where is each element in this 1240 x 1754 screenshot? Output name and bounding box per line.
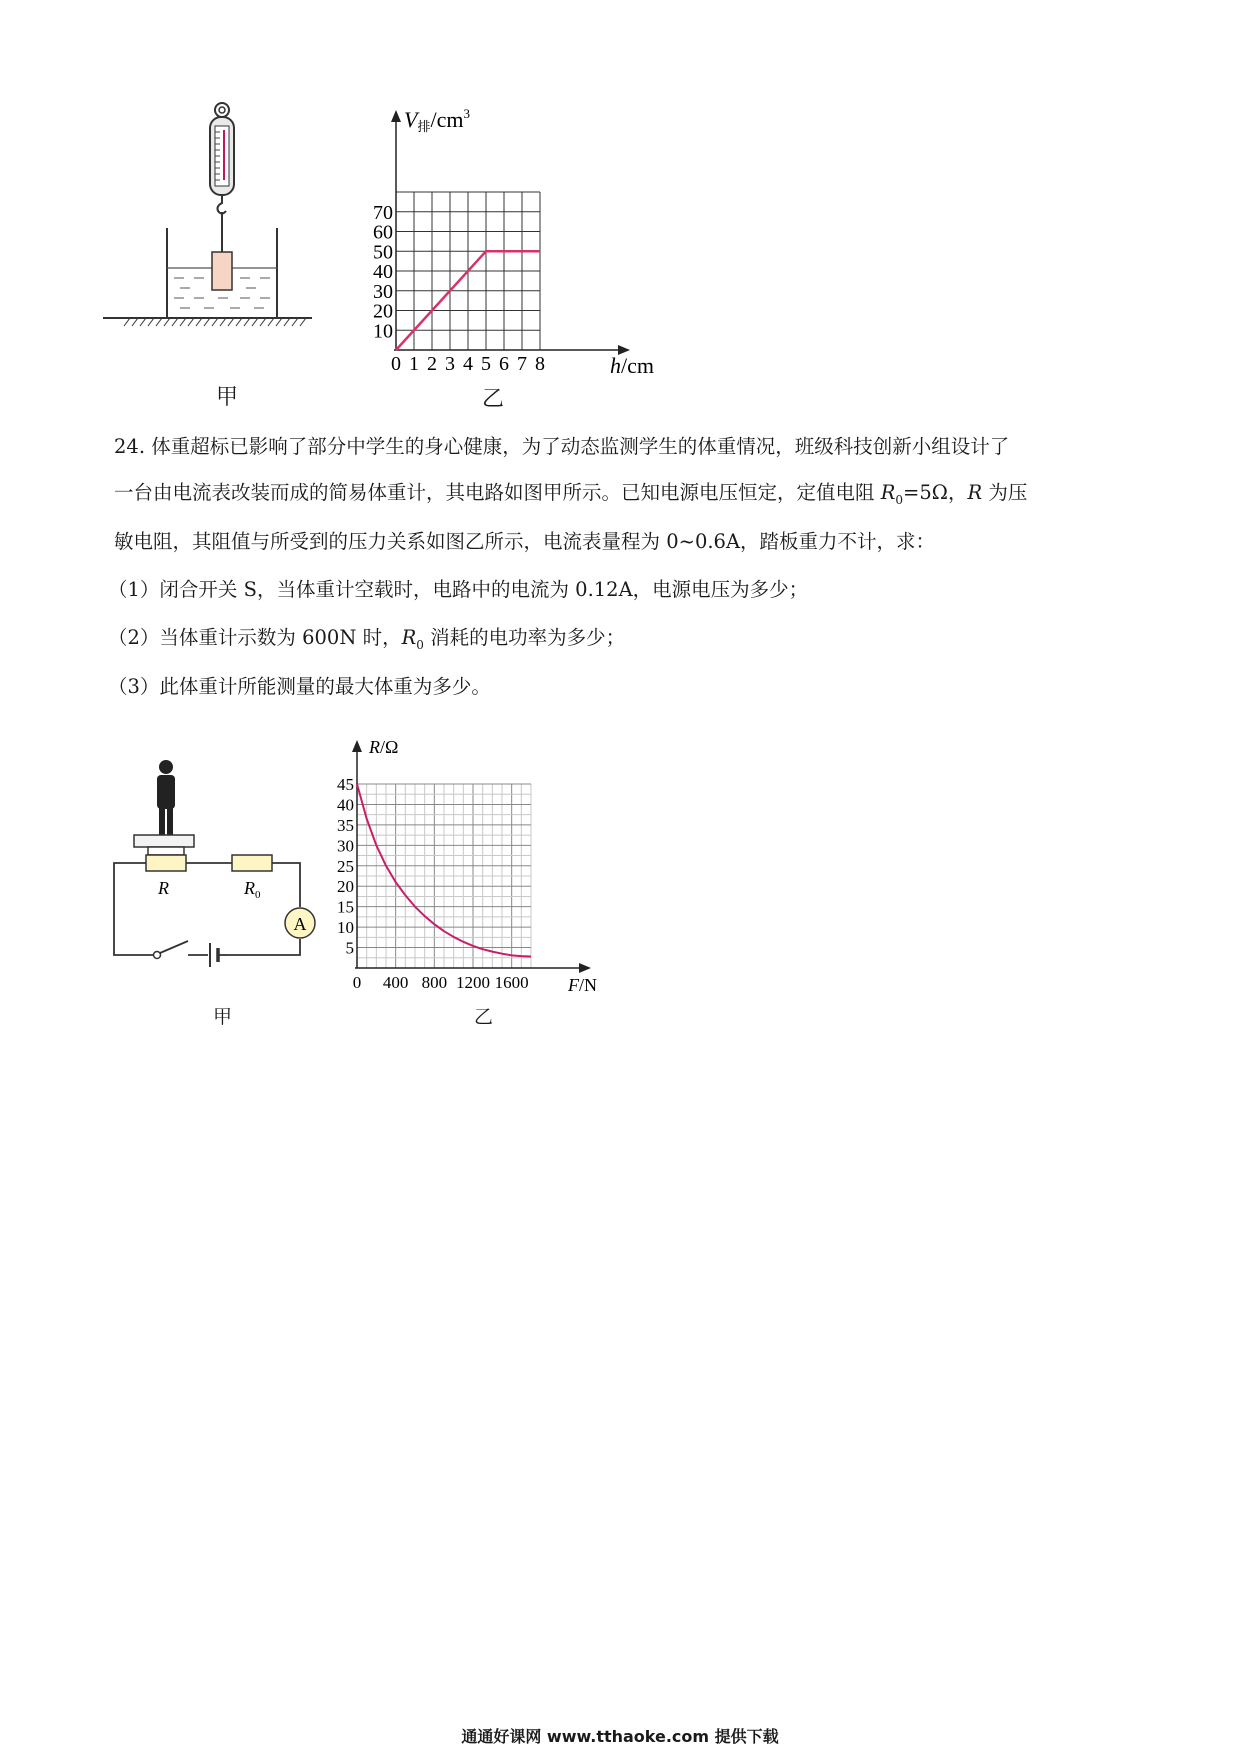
svg-text:A: A xyxy=(293,914,307,934)
pedal xyxy=(134,835,194,847)
x-axis-label: h/cm xyxy=(610,353,654,378)
figure-caption: 甲 xyxy=(216,385,239,410)
x-tick-label: 7 xyxy=(517,353,527,375)
y-tick-label: 5 xyxy=(345,938,354,958)
y-tick-label: 15 xyxy=(337,897,354,917)
y-axis-label: R/Ω xyxy=(369,737,399,757)
resistance-force-chart xyxy=(325,730,615,1000)
x-axis-label: F/N xyxy=(568,975,597,995)
question-line: 一台由电流表改装而成的简易体重计，其电路如图甲所示。已知电源电压恒定，定值电阻 $R_0=5\Omega$，R 为压 xyxy=(114,481,1028,507)
fixed-resistor xyxy=(232,855,272,871)
y-tick-label: 10 xyxy=(337,918,354,938)
switch xyxy=(154,952,161,959)
y-tick-label: 40 xyxy=(337,795,354,815)
sub-question-2: （2）当体重计示数为 600N 时，$R_0$ 消耗的电功率为多少； xyxy=(108,626,626,652)
spring-scale-apparatus xyxy=(100,100,360,360)
displaced-volume-chart xyxy=(360,105,660,378)
x-tick-label: 400 xyxy=(382,973,409,992)
x-tick-label: 1600 xyxy=(494,973,529,992)
x-axis-arrow xyxy=(579,963,591,973)
question-text: 体重超标已影响了部分中学生的身心健康，为了动态监测学生的体重情况，班级科技创新小组设计了 xyxy=(151,435,1010,458)
y-tick-label: 70 xyxy=(373,201,393,224)
y-tick-label: 10 xyxy=(373,320,393,343)
y-tick-label: 30 xyxy=(373,280,393,303)
y-tick-label: 20 xyxy=(337,877,354,897)
question-line xyxy=(114,432,1009,462)
y-axis-arrow xyxy=(352,740,362,752)
y-tick-label: 40 xyxy=(373,261,393,283)
figure-caption: 甲 xyxy=(213,1006,233,1028)
person-icon xyxy=(157,760,175,835)
x-tick-label: 5 xyxy=(481,353,491,375)
question-number: 24. xyxy=(114,435,146,458)
x-tick-label: 3 xyxy=(445,353,455,375)
page-footer: 通通好课网 www.tthaoke.com 提供下载 xyxy=(461,1727,779,1746)
label-r: R xyxy=(158,878,169,898)
figure-caption: 乙 xyxy=(474,1006,494,1028)
pressure-resistor xyxy=(146,855,186,871)
y-tick-label: 45 xyxy=(337,775,354,794)
x-tick-label: 2 xyxy=(427,353,437,375)
x-tick-label: 6 xyxy=(499,353,509,375)
x-tick-label: 8 xyxy=(535,353,545,375)
figure-caption: 乙 xyxy=(482,387,505,412)
sub-question-3: （3）此体重计所能测量的最大体重为多少。 xyxy=(108,675,491,698)
y-tick-label: 25 xyxy=(337,856,354,876)
label-r0: $R_0$ xyxy=(244,878,261,901)
weight-scale-circuit xyxy=(110,755,330,975)
y-tick-label: 30 xyxy=(337,836,354,856)
y-tick-label: 60 xyxy=(373,221,393,244)
x-tick-label: 1200 xyxy=(456,973,490,992)
y-axis-arrow xyxy=(391,110,401,122)
y-tick-label: 50 xyxy=(373,241,393,264)
chart-grid xyxy=(357,784,531,968)
question-line: 敏电阻，其阻值与所受到的压力关系如图乙所示，电流表量程为 0~0.6A，踏板重力不计，求： xyxy=(114,530,936,553)
sub-question-1: （1）闭合开关 S，当体重计空载时，电路中的电流为 0.12A，电源电压为多少； xyxy=(108,578,809,601)
x-tick-label: 800 xyxy=(421,973,448,992)
y-tick-label: 35 xyxy=(337,815,354,835)
y-axis-label: V排$/cm^3$ xyxy=(404,106,470,134)
x-tick-label: 1 xyxy=(409,353,419,375)
y-tick-label: 20 xyxy=(373,300,393,323)
x-tick-label: 0 xyxy=(391,353,401,375)
x-tick-label: 4 xyxy=(463,353,473,375)
x-tick-label: 0 xyxy=(352,973,362,992)
